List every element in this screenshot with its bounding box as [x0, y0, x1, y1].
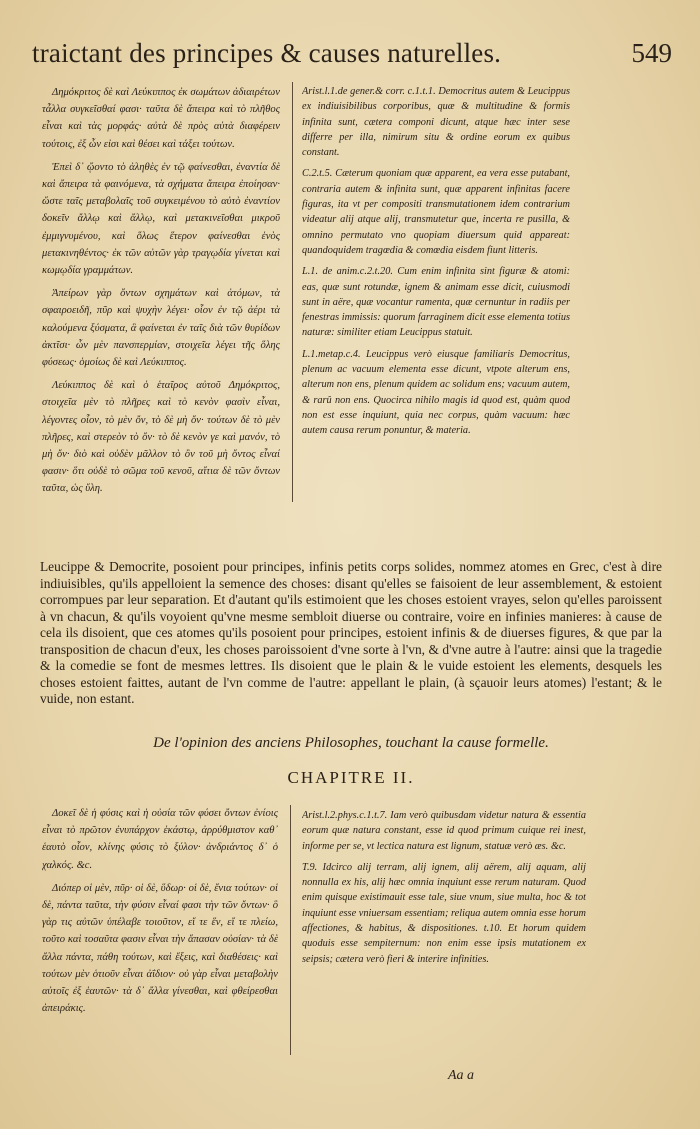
page-number: 549 — [631, 38, 672, 68]
latin-paragraph: C.2.t.5. Cæterum quoniam quæ apparent, ea vera esse putabant, contraria autem & infinita sunt, quæ apparent infinitas facere figuras, ita vt per compositi transmutationem idem contrarium videatur alij atque alij, transmutetur que, incerta re pusilla, & omnino permutato vno quopiam diuersum quid appareat: quandoquidem tragœdia & comœdia eisdem fiunt litteris. — [302, 168, 570, 256]
latin-paragraph: Arist.l.2.phys.c.1.t.7. Iam verò quibusdam videtur natura & essentia eorum quæ natura constant, esse id quod primum cuique rei inest, informe per se, vt lectica natura est lignum, statuæ verò æs. &c. — [302, 810, 586, 852]
greek-paragraph: Ἐπεὶ δ᾽ ᾤοντο τὸ ἀληθὲς ἐν τῷ φαίνεσθαι, ἐναντία δὲ καὶ ἄπειρα τὰ φαινόμενα, τὰ σχήματα ἄπειρα ἐποίησαν· ὥστε ταῖς μεταβολαῖς τοῦ συγκειμένου τὸ αὐτὸ ἐναντίον δοκεῖν ἄλλῳ καὶ ἄλλῳ, καὶ μετακινεῖσθαι μικροῦ ἐμμιγνυμένου, καὶ ὅλως ἕτερον φαίνεσθαι ἑνὸς μετακινηθέντος· ἐκ τῶν αὐτῶν γὰρ τραγῳδία γίνεται καὶ κωμῳδία γραμμάτων. — [42, 161, 280, 277]
latin-paragraph: T.9. Idcirco alij terram, alij ignem, alij aërem, alij aquam, alij nonnulla ex his, alij hæc omnia inquiunt esse rerum naturam. Quod enim quisque existimauit esse tale, siue vnum, siue multa, hoc & tot inquiunt esse vniuersam essentiam; reliqua autem omnia esse horum affectiones, & habitus, & dispositiones. t.10. Et horum quidem quoduis esse sempiternum: non enim esse ipsis mutationem ex seipsis; cætera verò fieri & interire infinities. — [302, 861, 586, 965]
bottom-latin-column — [302, 808, 586, 1058]
running-title: traictant des principes & causes naturelles. — [32, 38, 502, 68]
signature-mark: Aa a — [448, 1068, 475, 1083]
section-subtitle: De l'opinion des anciens Philosophes, touchant la cause formelle. — [153, 735, 549, 751]
latin-paragraph: Arist.l.1.de gener.& corr. c.1.t.1. Democritus autem & Leucippus ex indiuisibilibus corporibus, quæ & multitudine & formis infinita sunt, cætera componi dicunt, atque hæc inter sese differre per illa, nimirum situ & ordine eorum ex quibus constant. — [302, 86, 570, 159]
top-latin-column — [302, 84, 570, 496]
latin-paragraph: L.1.metap.c.4. Leucippus verò eiusque familiaris Democritus, plenum ac vacuum elementa esse dicunt, vtpote alterum ens, alterum non ens, plenum quidem ac solidum ens; vacuum autem, & rarû non ens. Quocirca nihilo magis id quod est, quàm quod non est esse inquiunt, quia nec corpus, quàm vacuum: hæc autem causa rerum ponuntur, & materia. — [302, 348, 570, 437]
greek-paragraph: Διόπερ οἱ μὲν, πῦρ· οἱ δὲ, ὕδωρ· οἱ δὲ, ἔνια τούτων· οἱ δὲ, πάντα ταῦτα, τὴν φύσιν εἶναί φασι τὴν τῶν ὄντων· ὃ γὰρ τις αὐτῶν ὑπέλαβε τοιοῦτον, εἴ τε ἕν, εἴ τε πλείω, τοῦτο καὶ τοσαῦτα φασιν εἶναι τὴν ἅπασαν οὐσίαν· τὰ δὲ ἄλλα πάντα, πάθη τούτων, καὶ ἕξεις, καὶ διαθέσεις· καὶ τούτων μὲν ὁτιοῦν εἶναι ἀΐδιον· οὐ γὰρ εἶναι μεταβολὴν αὐτοῖς ἐξ ἑαυτῶν· τὰ δ᾽ ἄλλα γίνεσθαι, καὶ φθείρεσθαι ἀπειράκις. — [42, 882, 278, 1015]
greek-paragraph: Λεύκιππος δὲ καὶ ὁ ἑταῖρος αὐτοῦ Δημόκριτος, στοιχεῖα μὲν τὸ πλῆρες καὶ τὸ κενὸν φασὶν εἶναι, λέγοντες οἷον, τὸ μὲν ὄν, τὸ δὲ μὴ ὄν· τούτων δὲ τὸ μὲν πλῆρες, καὶ στερεὸν τὸ ὄν· τὸ δὲ κενὸν γε καὶ μανόν, τὸ μὴ ὄν· διὸ καὶ οὐδὲν μᾶλλον τὸ ὂν τοῦ μὴ ὄντος εἶναί φασιν· ὅτι οὐδὲ τὸ σῶμα τοῦ κενοῦ, αἴτια δὲ τῶν ὄντων ταῦτα, ὡς ὕλη. — [42, 380, 280, 494]
greek-paragraph: Δοκεῖ δὲ ἡ φύσις καὶ ἡ οὐσία τῶν φύσει ὄντων ἐνίοις εἶναι τὸ πρῶτον ἐνυπάρχον ἑκάστῳ, ἀρρύθμιστον καθ᾽ ἑαυτὸ οἷον, κλίνης φύσις τὸ ξύλον· ἀνδριάντος δ᾽ ὁ χαλκός. &c. — [42, 808, 278, 871]
top-greek-column — [42, 84, 280, 494]
greek-paragraph: Ἀπείρων γὰρ ὄντων σχημάτων καὶ ἀτόμων, τὰ σφαιροειδῆ, πῦρ καὶ ψυχὴν λέγει· οἷον ἐν τῷ ἀέρι τὰ καλούμενα ξύσματα, ἃ φαίνεται ἐν ταῖς διὰ τῶν θυρίδων ἀκτῖσι· ὧν μὲν πανσπερμίαν, στοιχεῖα λέγει τῆς ὅλης φύσεως· ὁμοίως δὲ καὶ Λεύκιππος. — [42, 288, 280, 369]
french-commentary: Leucippe & Democrite, posoient pour principes, infinis petits corps solides, nommez atomes en Grec, c'est à dire indiuisibles, qu'ils appelloient la semence des choses: disant qu'elles se faisoient de leur assemblement, & estoient corrompues par leur separation. Et d'autant qu'ils estimoient que les choses estoient vrayes, selon qu'elles paroissent à vn chacun, & qu'ils voyoient qu'vne mesme sembloit diuerse ou contraire, voire en infinies manieres: à cause de cela ils disoient, que ces atomes qu'ils posoient pour principes, estoient infinis & de diuerses figures, & que par la transposition de chacun d'eux, les choses paroissoient d'vne sorte à l'vn, & d'vne autre à l'autre: ainsi que la tragedie & la comedie se font de mesmes lettres. Ils disoient que le plain & le vuide estoient les elements, desquels les choses estoient faittes, autant de l'vn comme de l'autre: appellant le plain, (à sçauoir leurs atomes) l'estant; & le vuide, non estant. — [40, 559, 662, 707]
running-header — [32, 38, 672, 72]
chapter-heading: CHAPITRE II. — [287, 768, 415, 787]
column-divider — [292, 82, 293, 502]
column-divider — [290, 805, 291, 1055]
greek-paragraph: Δημόκριτος δὲ καὶ Λεύκιππος ἐκ σωμάτων ἀδιαιρέτων τἆλλα συγκεῖσθαί φασι· ταῦτα δὲ ἄπειρα καὶ τὸ πλῆθος εἶναι καὶ τὰς μορφάς· αὐτὰ δὲ πρὸς αὑτὰ διαφέρειν τούτοις, ἐξ ὧν εἰσι καὶ θέσει καὶ τάξει τούτων. — [42, 87, 280, 150]
bottom-greek-column — [42, 805, 278, 1055]
latin-paragraph: L.1. de anim.c.2.t.20. Cum enim infinita sint figuræ & atomi: eas, quæ sunt rotundæ, ignem & animam esse dicit, cuiusmodi sunt in aëre, quæ vocantur ramenta, quæ cernuntur in radiis per fenestras immissis: quorum farraginem dicit esse elementa totius naturæ: similiter etiam Leucippus statuit. — [302, 266, 570, 339]
